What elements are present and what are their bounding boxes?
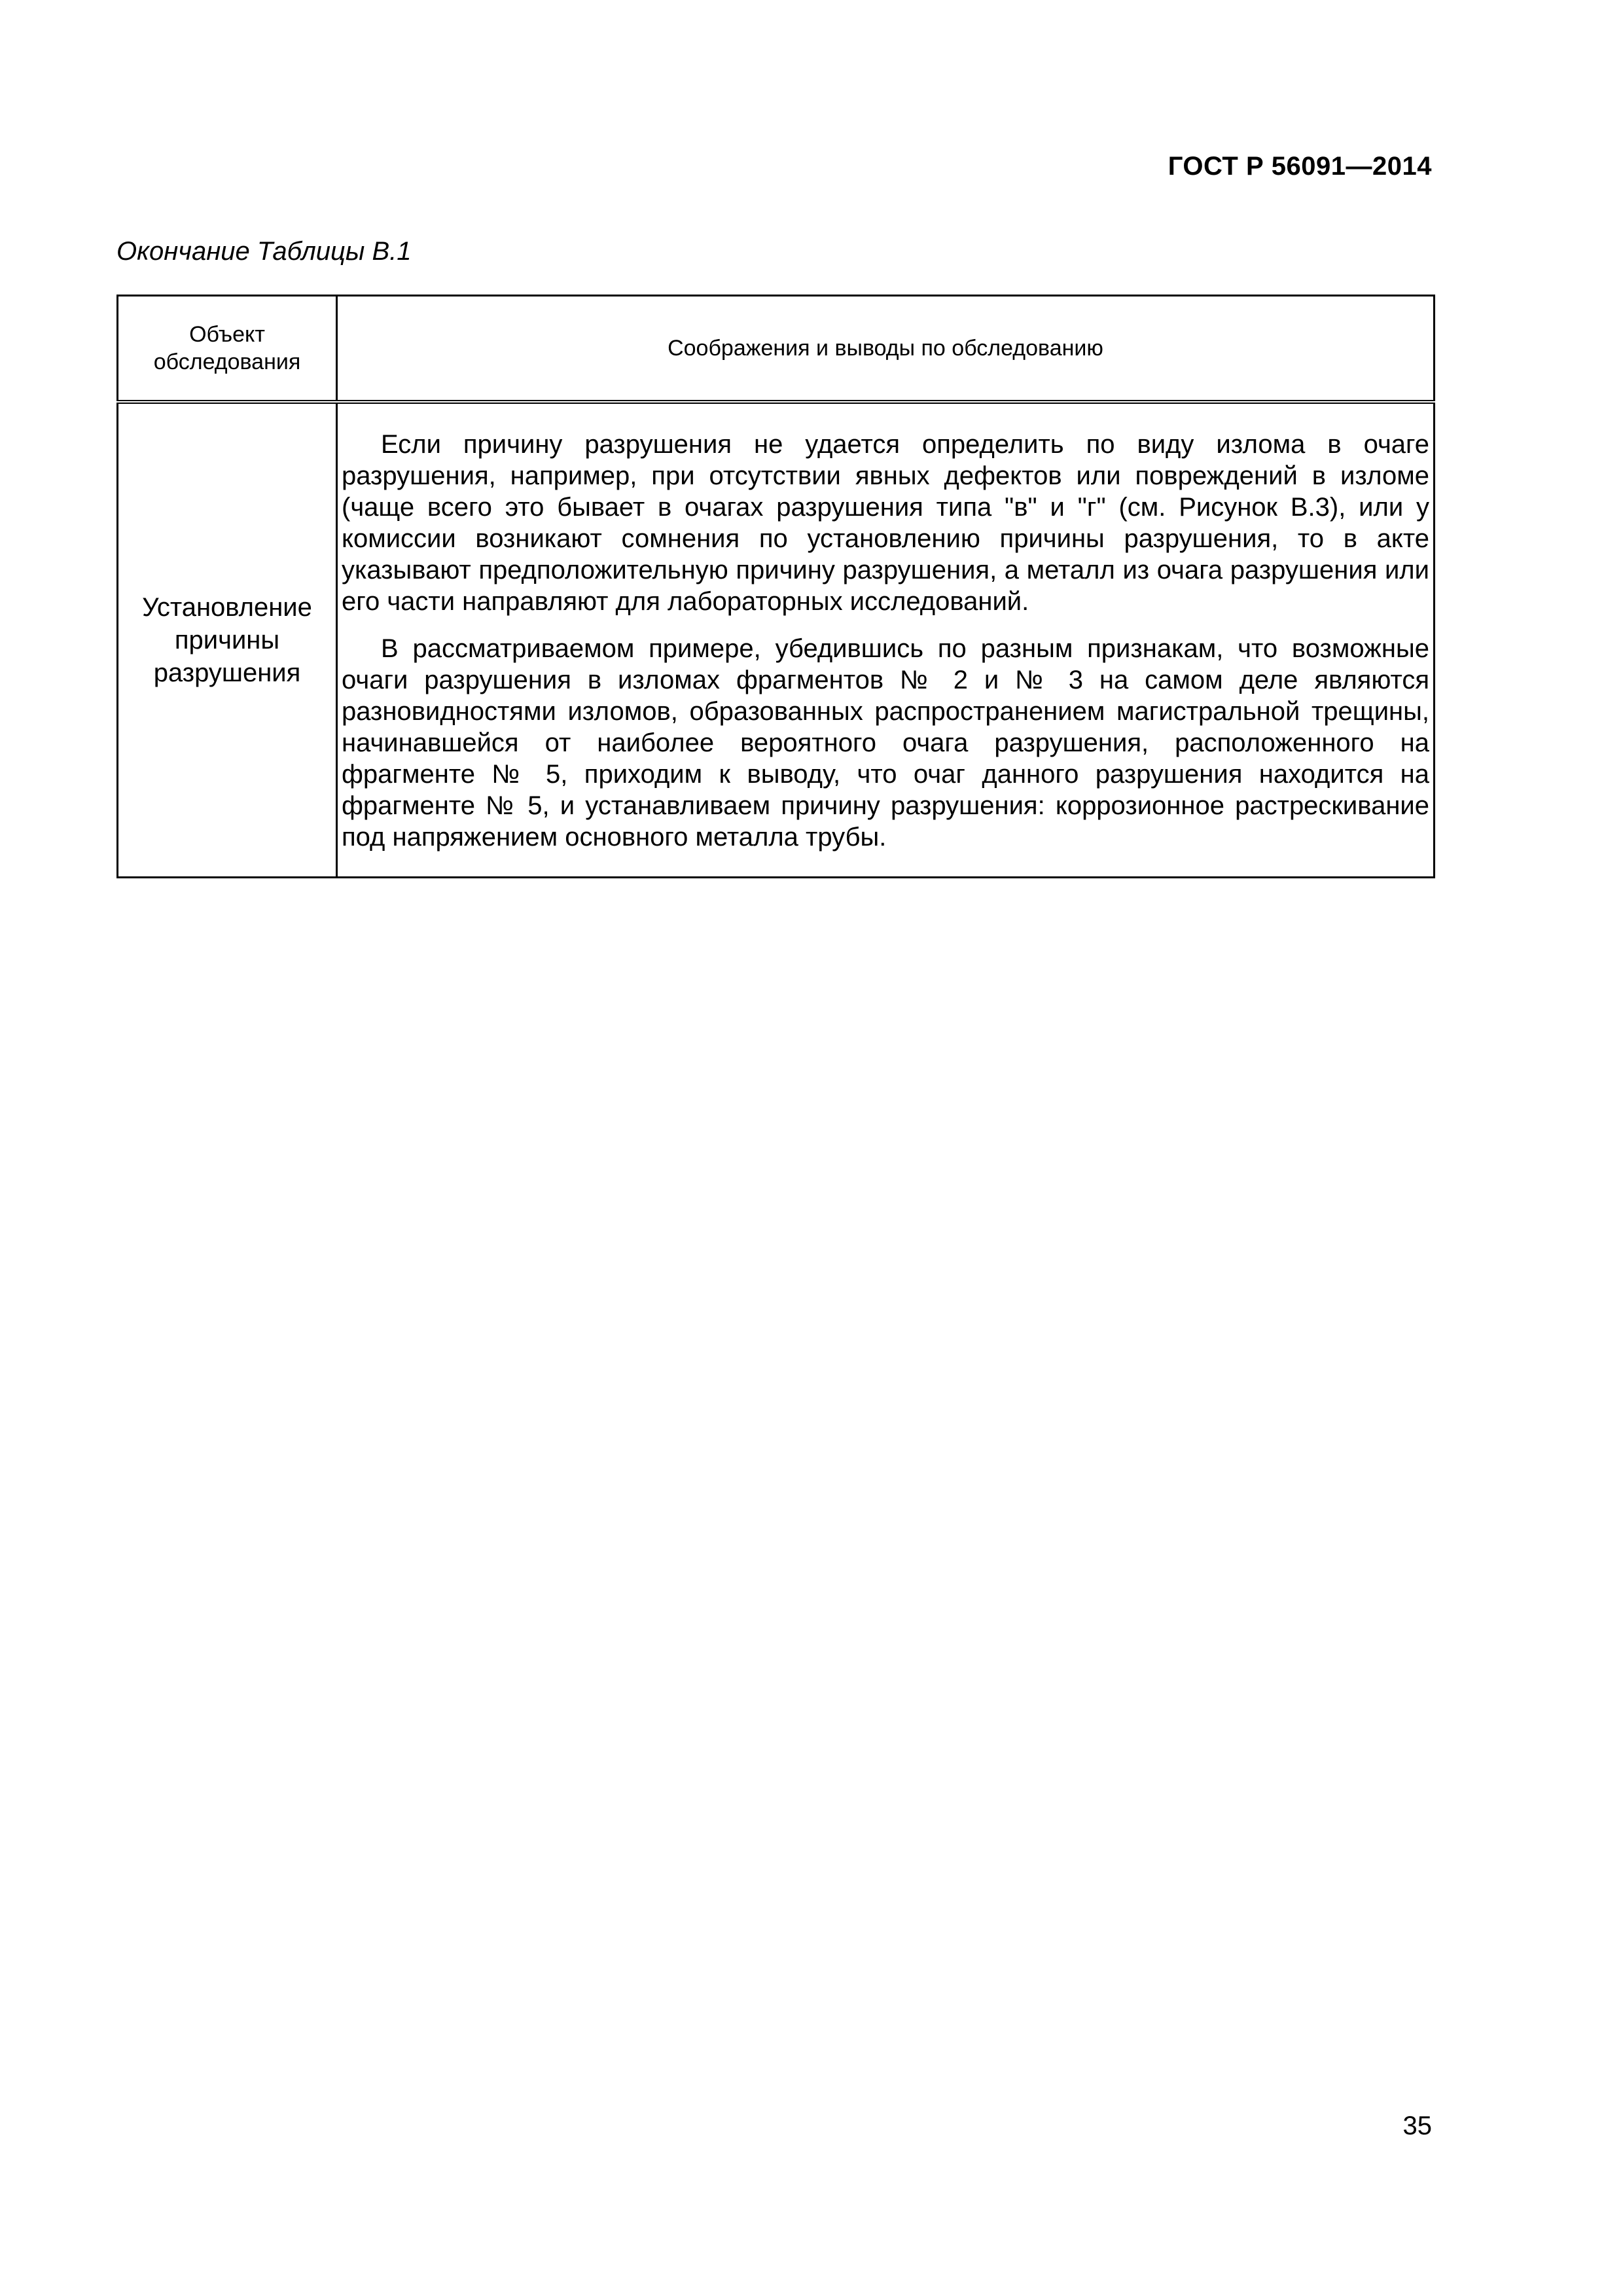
table-row	[118, 402, 1435, 878]
conclusions-cell	[337, 402, 1435, 878]
object-cell	[118, 402, 337, 878]
document-code: ГОСТ Р 56091—2014	[1168, 152, 1432, 181]
object-cell-line1: Установление	[142, 593, 312, 622]
column-header-conclusions: Соображения и выводы по обследованию	[337, 296, 1435, 403]
conclusion-paragraph-2: В рассматриваемом примере, убедившись по разным признакам, что возможные очаги разрушения в изломах фрагментов № 2 и № 3 на самом деле являются разновидностями изломов, образованных распространением магистральной трещины, начинавшейся от наиболее вероятного очага разрушения, расположенного на фрагменте № 5, приходим к выводу, что очаг данного разрушения находится на фрагменте № 5, и устанавливаем причину разрушения: коррозионное растрескивание под напряжением основного металла трубы.	[342, 634, 1429, 852]
column-header-object	[118, 296, 337, 403]
object-cell-line3: разрушения	[153, 658, 301, 687]
conclusion-paragraph-1: Если причину разрушения не удается определить по виду излома в очаге разрушения, например, при отсутствии явных дефектов или повреждений в изломе (чаще всего это бывает в очагах разрушения типа "в" и "г" (см. Рисунок В.3), или у комиссии возникают сомнения по установлению причины разрушения, то в акте указывают предположительную причину разрушения, а металл из очага разрушения или его части направляют для лабораторных исследований.	[342, 430, 1429, 616]
survey-table	[116, 295, 1435, 878]
column-header-object-line1: Объект	[189, 322, 265, 347]
page-number: 35	[1402, 2111, 1432, 2140]
table-caption: Окончание Таблицы В.1	[116, 237, 412, 266]
table-header-row	[118, 296, 1435, 403]
column-header-object-line2: обследования	[153, 350, 301, 374]
object-cell-line2: причины	[174, 626, 280, 655]
